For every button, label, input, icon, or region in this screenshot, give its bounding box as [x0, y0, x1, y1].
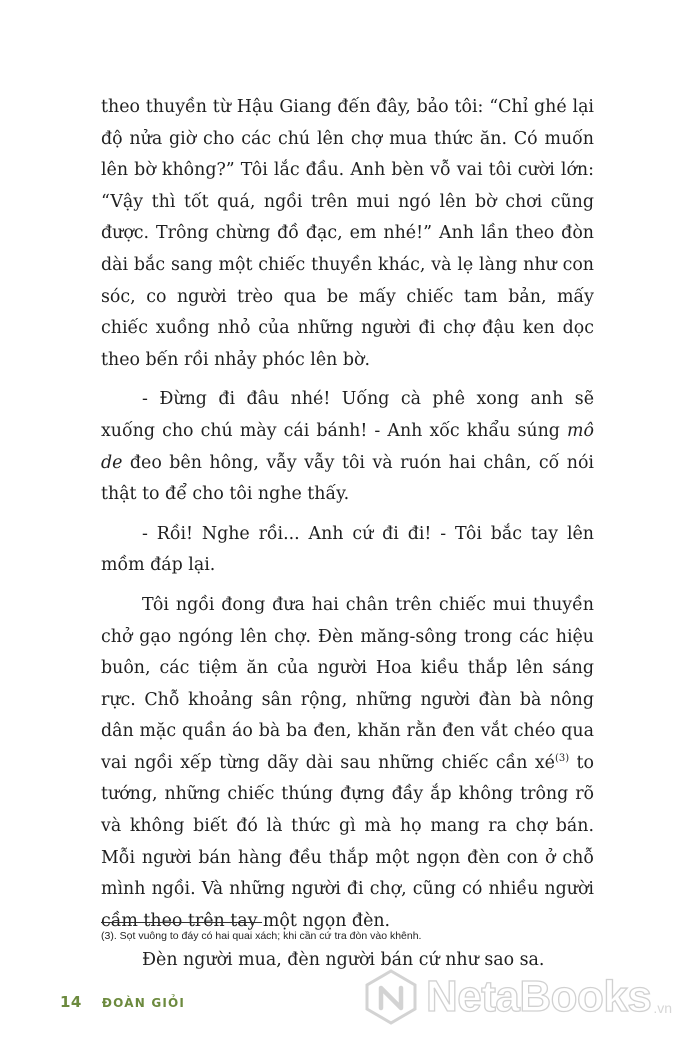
page-footer: [60, 993, 185, 1011]
watermark-brand: NetaBooks: [426, 972, 652, 1021]
paragraph-5: Đèn người mua, đèn người bán cứ như sao sa.: [142, 950, 545, 971]
body-text: [101, 92, 594, 977]
paragraph-4-text-a: Tôi ngồi đong đưa hai chân trên chiếc mui thuyền chở gạo ngóng lên chợ. Đèn măng-sông trong các hiệu buôn, các tiệm ăn của người Hoa kiều thắp lên sáng rực. Chỗ khoảng sân rộng, những người đàn bà nông dân mặc quần áo bà ba đen, khăn rằn đen vắt chéo qua vai ngồi xếp từng dãy dài sau những chiếc cần xé: [101, 594, 594, 773]
paragraph-4-text-b: to tướng, những chiếc thúng đựng đầy ắp không trông rõ và không biết đó là thức gì mà họ mang ra chợ bán. Mỗi người bán hàng đều thắp một ngọn đèn con ở chỗ mình ngồi. Và những người đi chợ, cũng có nhiều người cầm theo trên tay một ngọn đèn.: [101, 752, 594, 931]
running-author: ĐOÀN GIỎI: [101, 996, 186, 1010]
page-number: 14: [60, 993, 82, 1011]
paragraph-1: theo thuyền từ Hậu Giang đến đây, bảo tôi: “Chỉ ghé lại độ nửa giờ cho các chú lên chợ mua thức ăn. Có muốn lên bờ không?” Tôi lắc đầu. Anh bèn vỗ vai tôi cười lớn: “Vậy thì tốt quá, ngồi trên mui ngó lên bờ chơi cũng được. Trông chừng đồ đạc, em nhé!” Anh lần theo đòn dài bắc sang một chiếc thuyền khác, và lẹ làng như con sóc, co người trèo qua be mấy chiếc tam bản, mấy chiếc xuồng nhỏ của những người đi chợ đậu ken dọc theo bến rồi nhảy phóc lên bờ.: [101, 97, 594, 370]
footnote-text: (3). Sọt vuông to đáy có hai quai xách; khi cần cứ tra đòn vào khênh.: [101, 930, 422, 942]
paragraph-2: [101, 384, 594, 510]
watermark: [362, 968, 672, 1026]
watermark-suffix: .vn: [653, 1000, 673, 1016]
footnote-divider: [101, 922, 262, 923]
netabooks-logo-icon: [362, 968, 420, 1026]
paragraph-2-italic: mô de: [101, 420, 594, 473]
paragraph-3: - Rồi! Nghe rồi... Anh cứ đi đi! - Tôi bắc tay lên mồm đáp lại.: [101, 523, 594, 576]
paragraph-4: [101, 590, 594, 938]
paragraph-2-text-a: - Đừng đi đâu nhé! Uống cà phê xong anh sẽ xuống cho chú mày cái bánh! - Anh xốc khẩu súng: [101, 389, 594, 441]
paragraph-2-text-b: đeo bên hông, vẫy vẫy tôi và ruón hai chân, cố nói thật to để cho tôi nghe thấy.: [101, 452, 594, 505]
footnote-reference[interactable]: (3): [554, 753, 570, 765]
